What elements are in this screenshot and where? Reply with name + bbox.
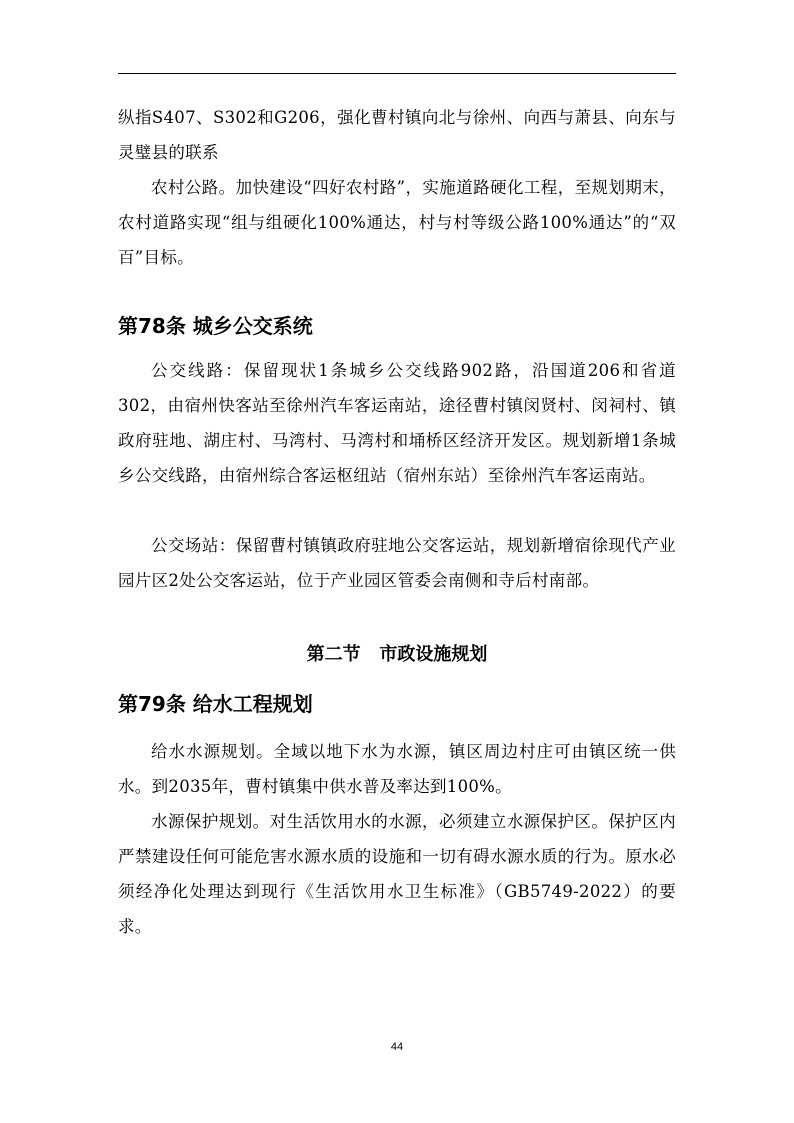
- page-number: 44: [390, 1041, 404, 1053]
- paragraph-highway-links: 纵指S407、S302和G206，强化曹村镇向北与徐州、向西与萧县、向东与灵璧县的联系: [118, 108, 676, 162]
- paragraph-rural-roads: 农村公路。加快建设“四好农村路”，实施道路硬化工程，至规划期末，农村道路实现“组与组硬化100%通达，村与村等级公路100%通达”的“双百”目标。: [118, 178, 676, 267]
- page-body: [118, 100, 676, 944]
- header-rule: [118, 73, 676, 74]
- section-2-heading: 第二节 市政设施规划: [306, 644, 488, 665]
- paragraph-water-protection: 水源保护规划。对生活饮用水的水源，必须建立水源保护区。保护区内严禁建设任何可能危害水源水质的设施和一切有碍水源水质的行为。原水必须经净化处理达到现行《生活饮用水卫生标准》（GB5749-2022）的要求。: [118, 812, 676, 936]
- paragraph-bus-stations: 公交场站：保留曹村镇镇政府驻地公交客运站，规划新增宿徐现代产业园片区2处公交客运站，位于产业园区管委会南侧和寺后村南部。: [118, 536, 676, 590]
- paragraph-water-source: 给水水源规划。全域以地下水为水源，镇区周边村庄可由镇区统一供水。到2035年，曹村镇集中供水普及率达到100%。: [118, 742, 676, 796]
- article-79-heading: 第79条 给水工程规划: [118, 692, 313, 716]
- article-78-heading: 第78条 城乡公交系统: [118, 314, 313, 338]
- paragraph-bus-lines: 公交线路：保留现状1条城乡公交线路902路，沿国道206和省道302，由宿州快客站至徐州汽车客运南站，途径曹村镇闵贤村、闵祠村、镇政府驻地、湖庄村、马湾村、马湾村和埇桥区经济开发区。规划新增1条城乡公交线路，由宿州综合客运枢纽站（宿州东站）至徐州汽车客运南站。: [118, 361, 676, 485]
